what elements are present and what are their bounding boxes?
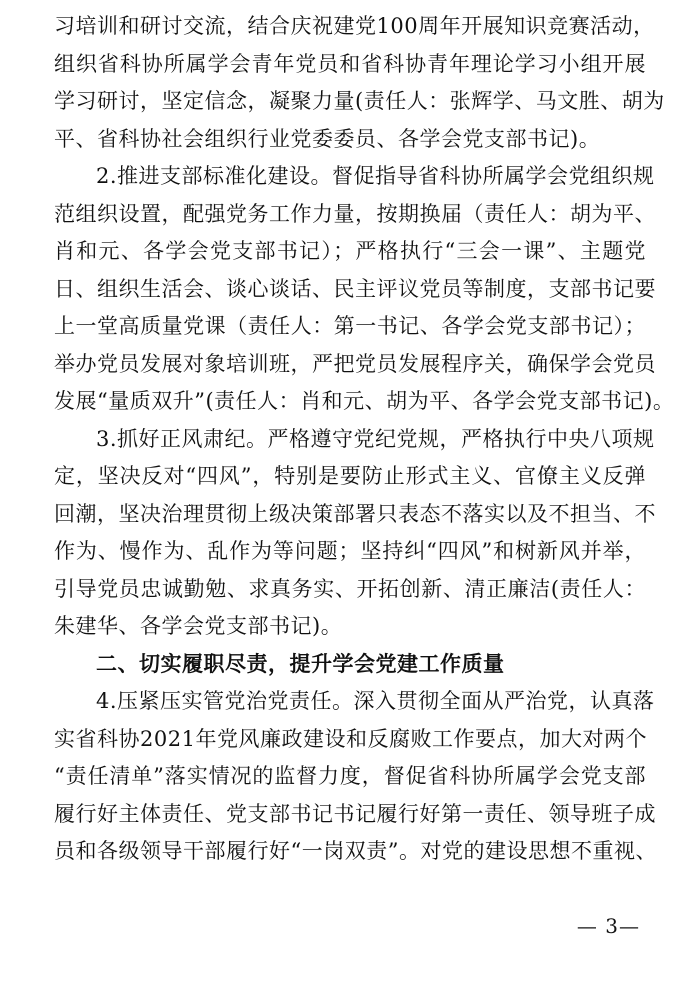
text-line: 4.压紧压实管党治党责任。深入贯彻全面从严治党，认真落 bbox=[96, 689, 655, 713]
text-line: 作为、慢作为、乱作为等问题；坚持纠“四风”和树新风并举， bbox=[54, 539, 646, 563]
text-line: 日、组织生活会、谈心谈话、民主评议党员等制度，支部书记要 bbox=[54, 276, 656, 301]
paragraph-2 bbox=[54, 158, 675, 421]
text-line: 发展“量质双升”(责任人：肖和元、胡为平、各学会党支部书记)。 bbox=[54, 389, 675, 413]
text-line: 组织省科协所属学会青年党员和省科协青年理论学习小组开展 bbox=[54, 51, 646, 76]
section-heading: 二、切实履职尽责，提升学会党建工作质量 bbox=[96, 651, 505, 676]
text-line: 员和各级领导干部履行好“一岗双责”。对党的建设思想不重视、 bbox=[54, 839, 657, 863]
page-number: — 3— bbox=[576, 914, 640, 938]
paragraph-1 bbox=[54, 8, 665, 158]
text-line: 上一堂高质量党课（责任人：第一书记、各学会党支部书记）； bbox=[54, 314, 646, 338]
text-line: 实省科协2021年党风廉政建设和反腐败工作要点，加大对两个 bbox=[54, 726, 647, 751]
text-line: 学习研讨，坚定信念，凝聚力量(责任人：张辉学、马文胜、胡为 bbox=[54, 89, 665, 113]
text-line: 范组织设置，配强党务工作力量，按期换届（责任人：胡为平、 bbox=[54, 201, 656, 226]
text-line: 朱建华、各学会党支部书记)。 bbox=[54, 614, 343, 638]
document-page bbox=[54, 8, 675, 871]
paragraph-4 bbox=[54, 683, 657, 871]
text-line: 3.抓好正风肃纪。严格遵守党纪党规，严格执行中央八项规 bbox=[96, 426, 655, 451]
text-line: 平、省科协社会组织行业党委委员、各学会党支部书记)。 bbox=[54, 126, 601, 151]
text-line: “责任清单”落实情况的监督力度，督促省科协所属学会党支部 bbox=[54, 764, 646, 788]
text-line: 2.推进支部标准化建设。督促指导省科协所属学会党组织规 bbox=[96, 164, 655, 188]
text-line: 举办党员发展对象培训班，严把党员发展程序关，确保学会党员 bbox=[54, 351, 656, 376]
text-line: 履行好主体责任、党支部书记书记履行好第一责任、领导班子成 bbox=[54, 801, 656, 826]
text-line: 引导党员忠诚勤勉、求真务实、开拓创新、清正廉洁(责任人： bbox=[54, 576, 646, 601]
paragraph-3 bbox=[54, 421, 656, 646]
text-line: 定，坚决反对“四风”，特别是要防止形式主义、官僚主义反弹 bbox=[54, 464, 646, 488]
text-line: 回潮，坚决治理贯彻上级决策部署只表态不落实以及不担当、不 bbox=[54, 501, 656, 526]
text-line: 肖和元、各学会党支部书记）；严格执行“三会一课”、主题党 bbox=[54, 239, 646, 263]
text-line: 习培训和研讨交流，结合庆祝建党100周年开展知识竞赛活动， bbox=[54, 14, 655, 38]
